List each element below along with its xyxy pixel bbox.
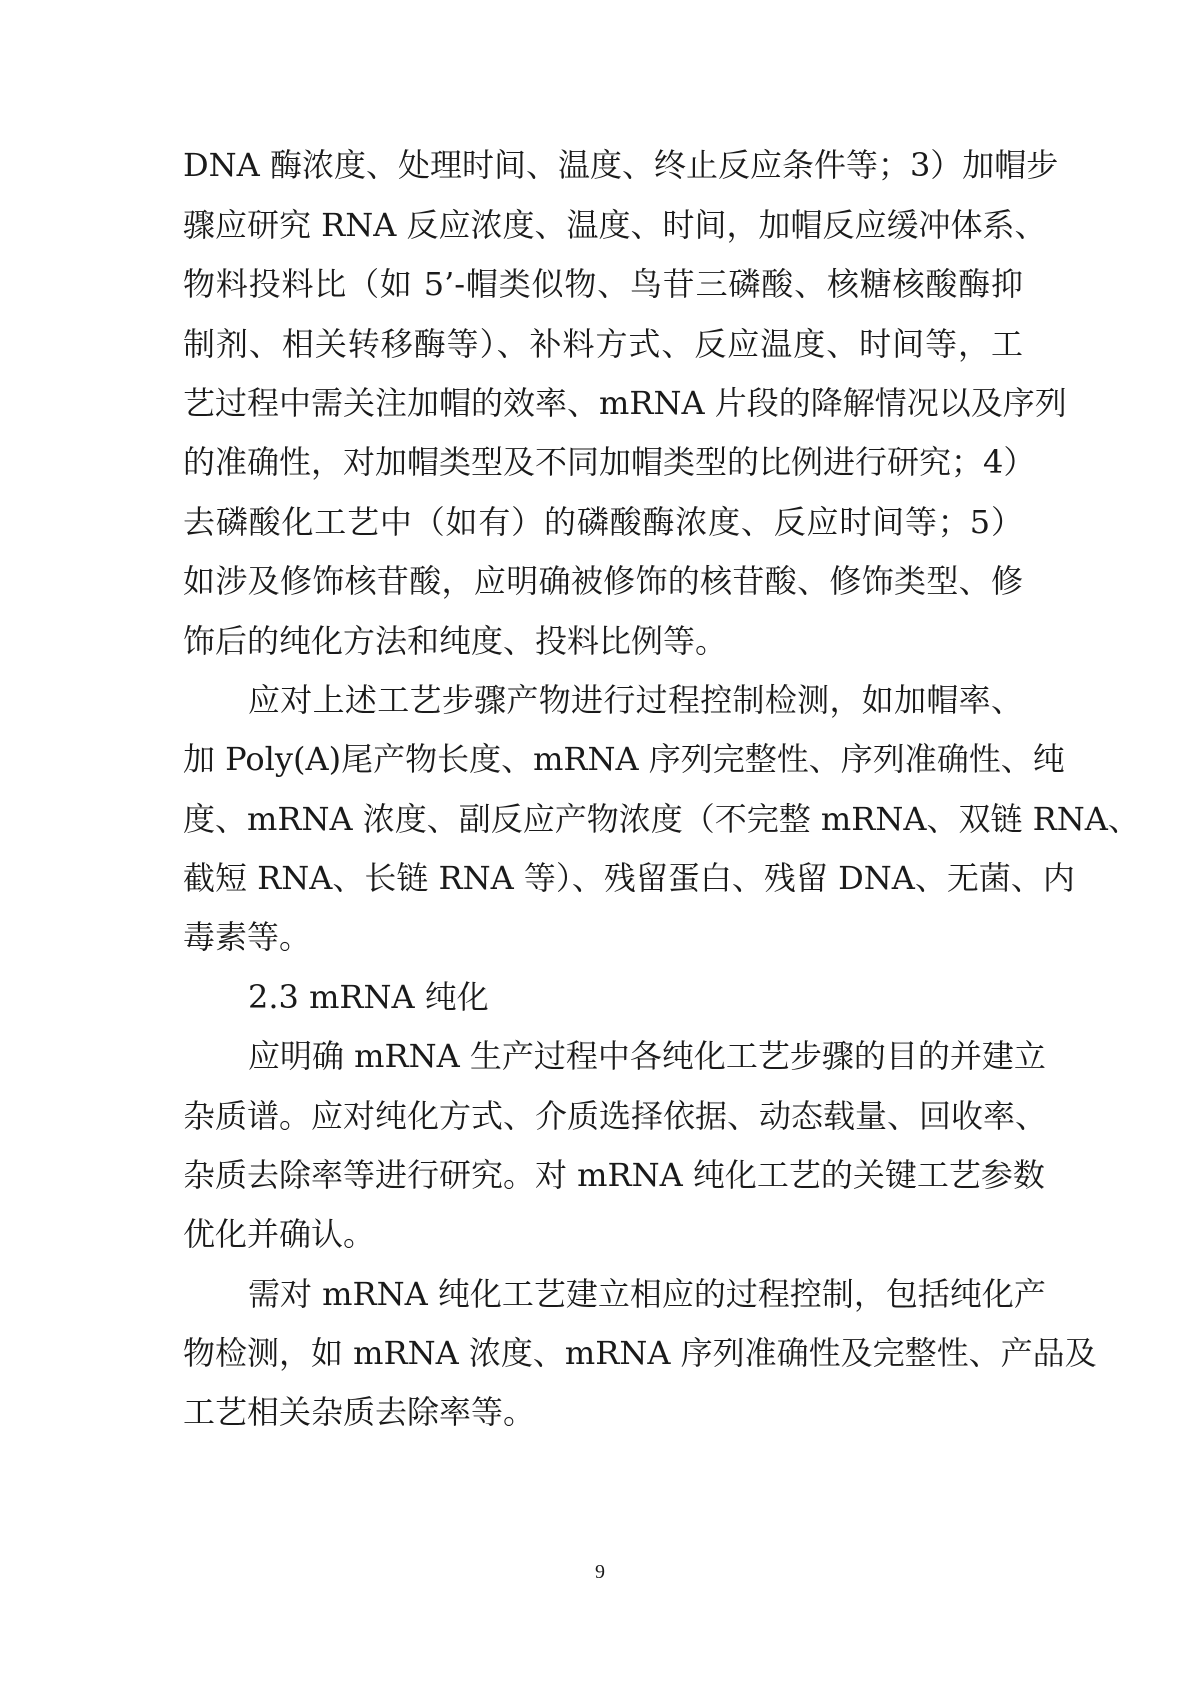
text-line: 杂质去除率等进行研究。对 mRNA 纯化工艺的关键工艺参数: [183, 1156, 1045, 1194]
text-line: 艺过程中需关注加帽的效率、mRNA 片段的降解情况以及序列: [183, 384, 1067, 422]
page-number: 9: [595, 1561, 605, 1583]
text-line: 饰后的纯化方法和纯度、投料比例等。: [183, 622, 728, 660]
text-line: 制剂、相关转移酶等）、补料方式、反应温度、时间等，工: [183, 325, 1023, 363]
text-line: 骤应研究 RNA 反应浓度、温度、时间，加帽反应缓冲体系、: [183, 206, 1047, 244]
text-line: 物检测，如 mRNA 浓度、mRNA 序列准确性及完整性、产品及: [183, 1334, 1097, 1372]
section-heading: 2.3 mRNA 纯化: [248, 978, 489, 1016]
text-line: 如涉及修饰核苷酸，应明确被修饰的核苷酸、修饰类型、修: [183, 562, 1023, 600]
text-line: 工艺相关杂质去除率等。: [183, 1393, 536, 1431]
text-line: 的准确性，对加帽类型及不同加帽类型的比例进行研究；4）: [183, 443, 1036, 481]
text-line: 优化并确认。: [183, 1215, 376, 1253]
paragraph-first-line: 需对 mRNA 纯化工艺建立相应的过程控制，包括纯化产: [248, 1275, 1046, 1313]
paragraph-first-line: 应明确 mRNA 生产过程中各纯化工艺步骤的目的并建立: [248, 1037, 1046, 1075]
text-line: 去磷酸化工艺中（如有）的磷酸酶浓度、反应时间等；5）: [183, 503, 1023, 541]
text-line: 加 Poly(A)尾产物长度、mRNA 序列完整性、序列准确性、纯: [183, 740, 1065, 778]
text-line: 物料投料比（如 5’-帽类似物、鸟苷三磷酸、核糖核酸酶抑: [183, 265, 1023, 303]
text-line: 杂质谱。应对纯化方式、介质选择依据、动态载量、回收率、: [183, 1097, 1048, 1135]
text-line: 截短 RNA、长链 RNA 等）、残留蛋白、残留 DNA、无菌、内: [183, 859, 1075, 897]
text-line: 度、mRNA 浓度、副反应产物浓度（不完整 mRNA、双链 RNA、: [183, 800, 1140, 838]
paragraph-first-line: 应对上述工艺步骤产物进行过程控制检测，如加帽率、: [248, 681, 1023, 719]
text-line: 毒素等。: [183, 918, 312, 956]
text-line: DNA 酶浓度、处理时间、温度、终止反应条件等；3）加帽步: [183, 146, 1059, 184]
